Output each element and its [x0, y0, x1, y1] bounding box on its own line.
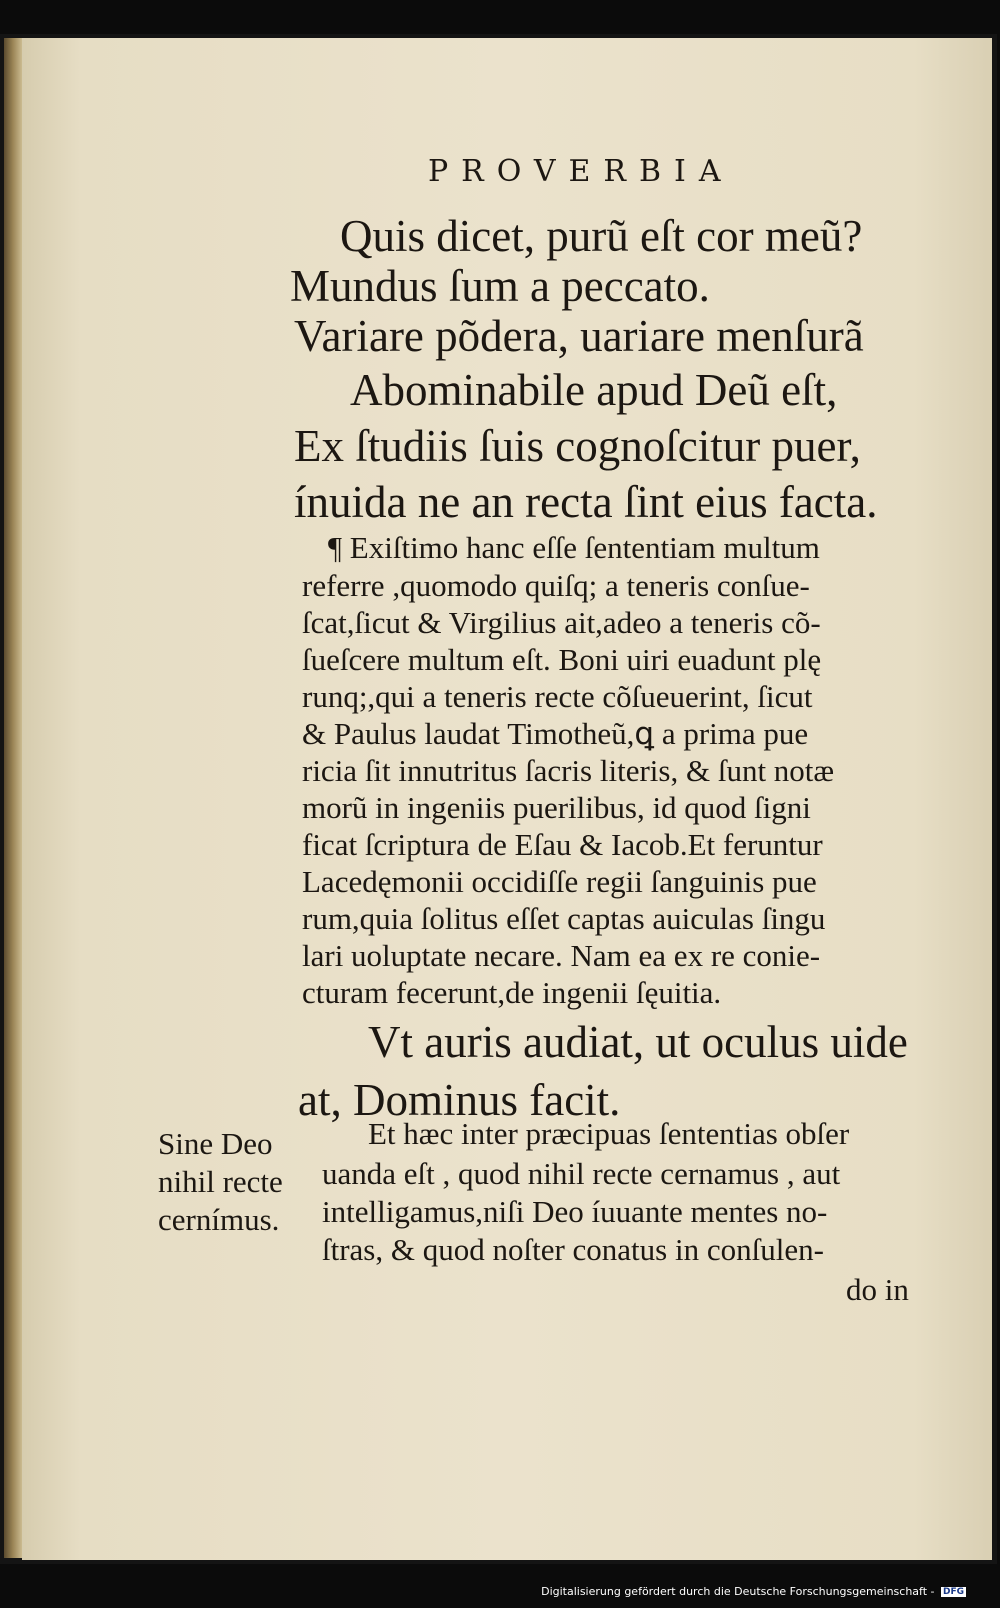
- footer-credit: [541, 1585, 966, 1598]
- commentary-line: ricia ſit innutritus ſacris literis, & ſunt notæ: [302, 753, 835, 788]
- commentary-line: ¶ Exiſtimo hanc eſſe ſententiam multum: [328, 530, 820, 565]
- footer-credit-text: Digitalisierung gefördert durch die Deutsche Forschungsgemeinschaft -: [541, 1585, 935, 1598]
- commentary-line: Lacedęmonii occidiſſe regii ſanguinis pue: [302, 864, 817, 899]
- verse-line: Ex ſtudiis ſuis cognoſcitur puer,: [294, 421, 861, 471]
- commentary-line: referre ,quomodo quiſq; a teneris conſue-: [302, 568, 810, 603]
- verse-line: at, Dominus facit.: [298, 1075, 621, 1125]
- commentary-line: Et hæc inter præcipuas ſententias obſer: [368, 1116, 850, 1151]
- verse-line: Mundus ſum a peccato.: [290, 261, 710, 311]
- commentary-line: ſtras, & quod noſter conatus in conſulen-: [322, 1232, 824, 1267]
- marginal-note-line: cernímus.: [158, 1202, 280, 1237]
- marginal-note-line: nihil recte: [158, 1164, 283, 1199]
- book-page: [22, 38, 992, 1560]
- verse-line: Vt auris audiat, ut oculus uide: [368, 1017, 908, 1067]
- commentary-line: intelligamus,niſi Deo íuuante mentes no-: [322, 1194, 828, 1229]
- commentary-line: morũ in ingeniis puerilibus, id quod ſigni: [302, 790, 811, 825]
- verse-line: Abominabile apud Deũ eſt,: [350, 365, 838, 415]
- commentary-line: ſueſcere multum eſt. Boni uiri euadunt plę: [302, 642, 822, 677]
- dfg-logo: DFG: [942, 1587, 964, 1597]
- verse-line: Variare põdera, uariare menſurã: [294, 311, 864, 361]
- commentary-line: lari uoluptate necare. Nam ea ex re conie-: [302, 938, 821, 973]
- catchword: do in: [846, 1272, 909, 1307]
- marginal-note-line: Sine Deo: [158, 1126, 273, 1161]
- commentary-line: rum,quia ſolitus eſſet captas auiculas ſingu: [302, 901, 826, 936]
- commentary-line: ſcat,ſicut & Virgilius ait,adeo a teneris cõ-: [302, 605, 821, 640]
- verse-line: ínuida ne an recta ſint eius facta.: [294, 477, 878, 527]
- commentary-line: & Paulus laudat Timotheũ,ꝗ a prima pue: [302, 716, 809, 751]
- running-head: PROVERBIA: [428, 154, 734, 189]
- commentary-line: runq;,qui a teneris recte cõſueuerint, ſicut: [302, 679, 813, 714]
- commentary-line: uanda eſt , quod nihil recte cernamus , aut: [322, 1156, 841, 1191]
- commentary-line: cturam fecerunt,de ingenii ſęuitia.: [302, 975, 722, 1010]
- commentary-line: ficat ſcriptura de Eſau & Iacob.Et feruntur: [302, 827, 823, 862]
- verse-line: Quis dicet, purũ eſt cor meũ?: [340, 211, 863, 261]
